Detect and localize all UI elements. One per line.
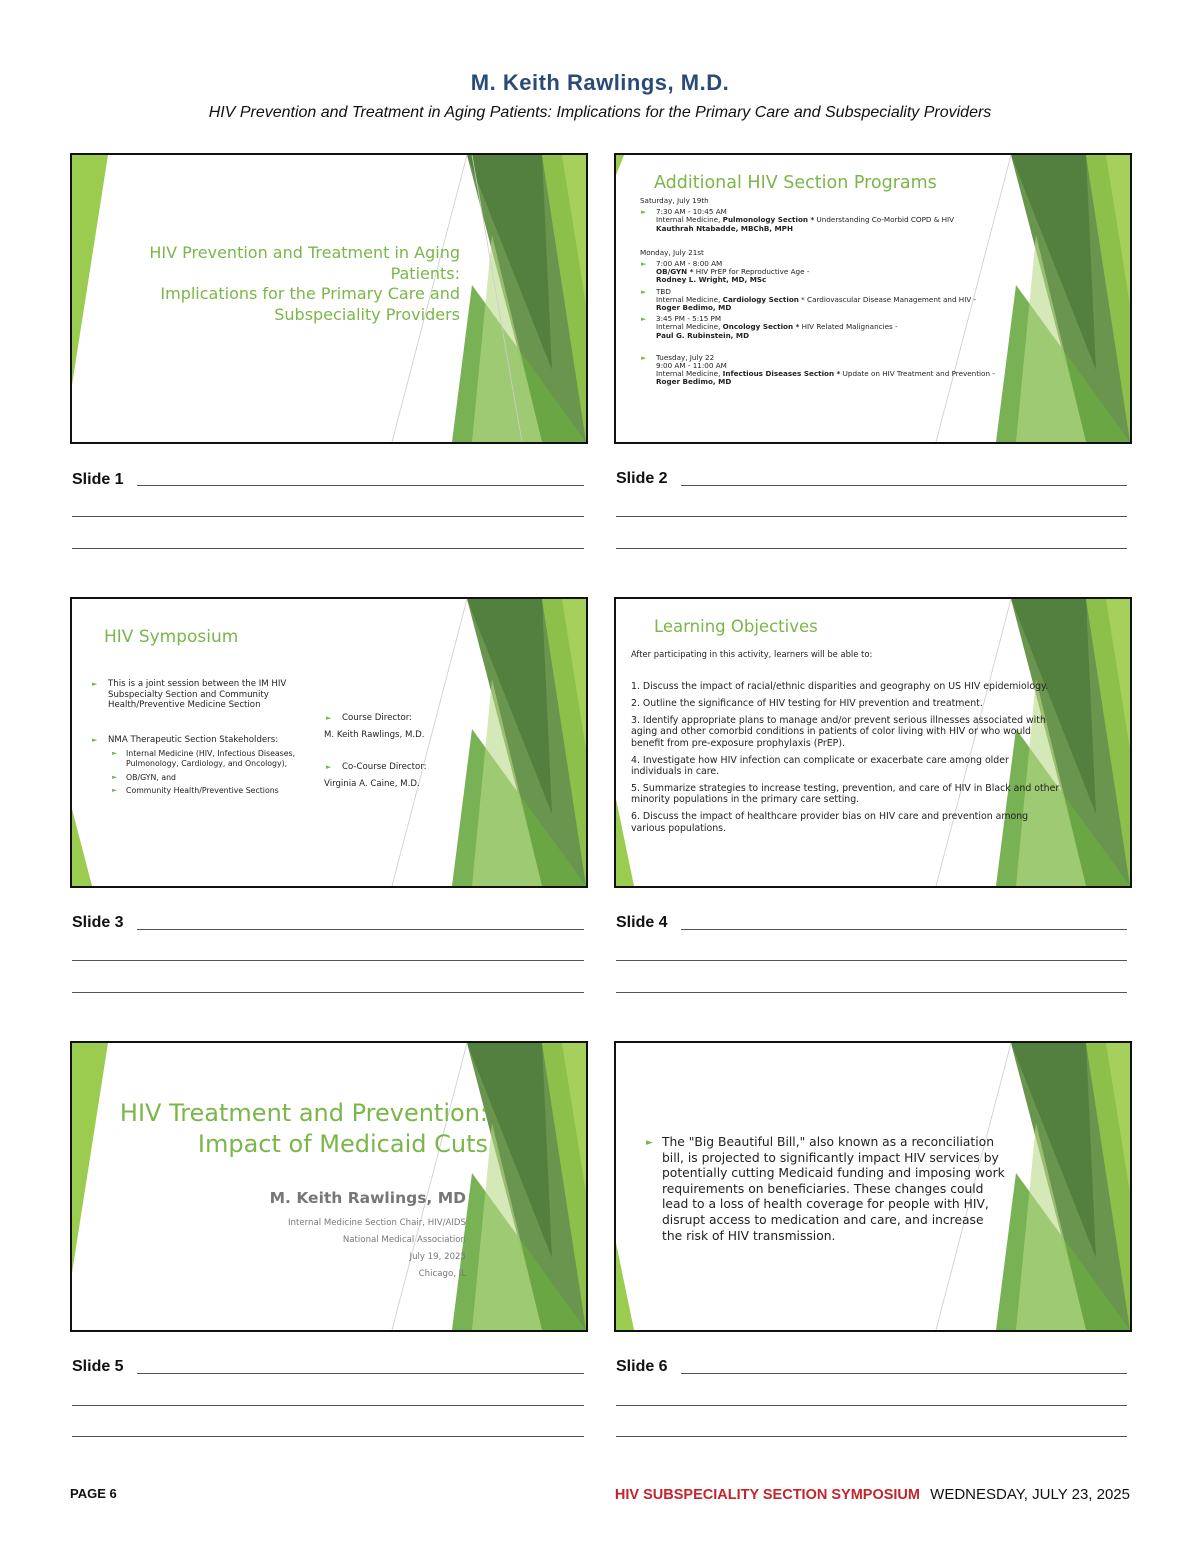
program-item (640, 315, 1040, 340)
program-topic: HIV Related Malignancies - (799, 322, 898, 332)
page-number: PAGE 6 (70, 1486, 117, 1501)
notes-line (681, 485, 1127, 486)
title-line: Impact of Medicaid Cuts (197, 1130, 488, 1158)
bullet-item (324, 713, 484, 724)
objective-item: 4. Investigate how HIV infection can complicate or exacerbate care among older individuals in care. (631, 754, 1009, 777)
notes-line (72, 1405, 584, 1406)
bullet-text: This is a joint session between the IM HIV Subspecialty Section and Community Health/Preventive Medicine Section (108, 679, 287, 711)
notes-line (616, 1436, 1127, 1437)
program-topic: HIV PrEP for Reproductive Age - (693, 267, 810, 277)
slide-2-thumbnail (614, 153, 1132, 444)
slide-1-label: Slide 1 (72, 471, 124, 488)
program-prefix: Internal Medicine, (656, 322, 723, 332)
arrow-bullet-icon: ► (641, 260, 647, 269)
arrow-bullet-icon: ► (112, 749, 117, 758)
slide-6-thumbnail (614, 1041, 1132, 1332)
notes-line (137, 929, 584, 930)
arrow-bullet-icon: ► (92, 680, 98, 688)
arrow-bullet-icon: ► (112, 786, 117, 795)
session-subtitle: HIV Prevention and Treatment in Aging Patients: Implications for the Primary Care and Subspeciality Providers (208, 104, 992, 121)
program-item (640, 288, 1040, 313)
slide-3-left-column (90, 679, 320, 796)
program-time: 7:30 AM - 10:45 AM (656, 207, 727, 217)
bullet-text: The "Big Beautiful Bill," also known as a reconciliation bill, is projected to significantly impact HIV services by potentially cutting Medicaid funding and imposing work requirements on beneficiaries. These changes could lead to a loss of health coverage for people with HIV, disrupt access to medication and care, and increase the risk of HIV transmission. (662, 1135, 1005, 1243)
notes-line (72, 1436, 584, 1437)
objective-item: 3. Identify appropriate plans to manage and/or prevent serious illnesses associated with aging and other comorbid conditions in patients of color living with HIV or who would benefit from pre-exposure prophylaxis (PrEP). (631, 714, 1046, 749)
notes-line (137, 485, 584, 486)
slide-5-presenter: M. Keith Rawlings, MD (269, 1189, 466, 1207)
slide-1-title (140, 243, 460, 325)
objective-item: 2. Outline the significance of HIV testing for HIV prevention and treatment. (631, 697, 983, 709)
sub-bullet-item (90, 749, 320, 768)
sub-bullet-text: Community Health/Preventive Sections (126, 786, 279, 796)
arrow-bullet-icon: ► (641, 208, 647, 217)
slide-5-thumbnail (70, 1041, 588, 1332)
presentation-location: Chicago, IL (418, 1269, 466, 1279)
notes-line (616, 1405, 1127, 1406)
arrow-bullet-icon: ► (92, 735, 98, 744)
symposium-name: HIV SUBSPECIALITY SECTION SYMPOSIUM (614, 1487, 920, 1503)
slide-2-title: Additional HIV Section Programs (654, 173, 937, 193)
slide-2-label: Slide 2 (616, 470, 668, 487)
program-time: TBD (656, 286, 671, 296)
course-director-name: M. Keith Rawlings, M.D. (324, 729, 425, 740)
program-speaker: Roger Bedimo, MD (656, 377, 732, 387)
learning-objectives-list (631, 681, 1061, 839)
notes-line (72, 960, 584, 961)
day-heading: Monday, July 21st (640, 247, 704, 257)
title-line: Implications for the Primary Care and (160, 284, 460, 303)
presentation-date: July 19, 2025 (409, 1252, 466, 1262)
arrow-bullet-icon: ► (641, 287, 647, 296)
program-prefix: Internal Medicine, (656, 294, 723, 304)
symposium-date: WEDNESDAY, JULY 23, 2025 (930, 1486, 1130, 1503)
notes-line (616, 548, 1127, 549)
slide-3-thumbnail (70, 597, 588, 888)
program-day: Tuesday, July 22 (656, 352, 715, 362)
objective-item: 1. Discuss the impact of racial/ethnic disparities and geography on US HIV epidemiology. (631, 681, 1049, 692)
notes-line (616, 516, 1127, 517)
co-director-name: Virginia A. Caine, M.D. (324, 778, 420, 789)
program-section: Infectious Diseases Section * (722, 369, 841, 379)
slide-6-bullet (646, 1135, 1006, 1244)
notes-line (137, 1373, 584, 1374)
program-speaker: Paul G. Rubinstein, MD (656, 330, 750, 340)
slide-4-intro: After participating in this activity, learners will be able to: (631, 649, 873, 659)
program-speaker: Roger Bedimo, MD (656, 303, 732, 313)
program-item (640, 354, 1040, 387)
notes-line (681, 929, 1127, 930)
program-item (640, 208, 1040, 233)
arrow-bullet-icon: ► (326, 763, 332, 772)
sub-bullet-item (90, 786, 320, 796)
slide-4-label: Slide 4 (616, 914, 668, 931)
slide-5-decoration (72, 1043, 586, 1330)
title-line: Subspeciality Providers (274, 304, 460, 324)
slide-4-thumbnail (614, 597, 1132, 888)
slide-3-title: HIV Symposium (104, 627, 239, 647)
program-speaker: Kauthrah Ntabadde, MBChB, MPH (656, 223, 793, 233)
program-section: Pulmonology Section * (722, 215, 815, 225)
arrow-bullet-icon: ► (326, 714, 332, 722)
arrow-bullet-icon: ► (641, 353, 647, 362)
title-line: HIV Prevention and Treatment in Aging (149, 243, 460, 262)
presenter-role: Internal Medicine Section Chair, HIV/AIDS (288, 1218, 466, 1228)
presenter-organization: National Medical Association (342, 1235, 466, 1245)
program-item (640, 260, 1040, 285)
slide-5-title (70, 1098, 488, 1160)
slide-1-thumbnail (70, 153, 588, 444)
sub-bullet-item (90, 773, 320, 783)
slide-5-details (288, 1215, 466, 1283)
notes-line (616, 992, 1127, 993)
program-section: Cardiology Section (722, 294, 799, 304)
program-section: OB/GYN * (656, 267, 694, 277)
program-time: 7:00 AM - 8:00 AM (656, 259, 723, 269)
program-section: Oncology Section * (722, 322, 800, 332)
slide-2-program-list (640, 195, 1040, 387)
arrow-bullet-icon: ► (112, 772, 117, 781)
sub-bullet-text: Internal Medicine (HIV, Infectious Diseases, Pulmonology, Cardiology, and Oncology), (126, 749, 296, 768)
bullet-item (90, 735, 320, 746)
day-heading: Saturday, July 19th (640, 196, 709, 205)
program-topic: * Cardiovascular Disease Management and HIV - (798, 294, 977, 304)
program-speaker: Rodney L. Wright, MD, MSc (656, 275, 767, 285)
slide-3-directors (324, 713, 484, 789)
footer-banner (615, 1486, 1130, 1503)
notes-line (72, 992, 584, 993)
arrow-bullet-icon: ► (646, 1138, 653, 1148)
slide-3-label: Slide 3 (72, 914, 124, 931)
arrow-bullet-icon: ► (641, 315, 647, 324)
program-time: 3:45 PM - 5:15 PM (656, 314, 722, 324)
sub-bullet-text: OB/GYN, and (126, 772, 176, 782)
director-label: Co-Course Director: (342, 762, 427, 773)
notes-line (616, 960, 1127, 961)
notes-line (72, 548, 584, 549)
slide-6-label: Slide 6 (616, 1358, 668, 1375)
bullet-item (90, 679, 320, 711)
director-label: Course Director: (342, 713, 413, 723)
objective-item: 6. Discuss the impact of healthcare provider bias on HIV care and prevention among various populations. (631, 811, 1029, 834)
slide-5-label: Slide 5 (72, 1358, 124, 1375)
title-line: HIV Treatment and Prevention: (119, 1099, 488, 1127)
program-time: 9:00 AM - 11:00 AM (656, 361, 727, 371)
program-topic: Update on HIV Treatment and Prevention - (840, 369, 995, 379)
notes-line (72, 516, 584, 517)
bullet-text: NMA Therapeutic Section Stakeholders: (108, 734, 279, 745)
objective-item: 5. Summarize strategies to increase testing, prevention, and care of HIV in Black and other minority populations in the primary care setting. (631, 782, 1060, 806)
program-prefix: Internal Medicine, (656, 369, 723, 379)
program-topic: Understanding Co-Morbid COPD & HIV (814, 215, 955, 225)
slide-4-title: Learning Objectives (654, 617, 818, 636)
bullet-item (324, 762, 484, 773)
presenter-name: M. Keith Rawlings, M.D. (470, 70, 730, 95)
notes-line (681, 1373, 1127, 1374)
title-line: Patients: (390, 263, 460, 283)
program-prefix: Internal Medicine, (656, 215, 723, 225)
